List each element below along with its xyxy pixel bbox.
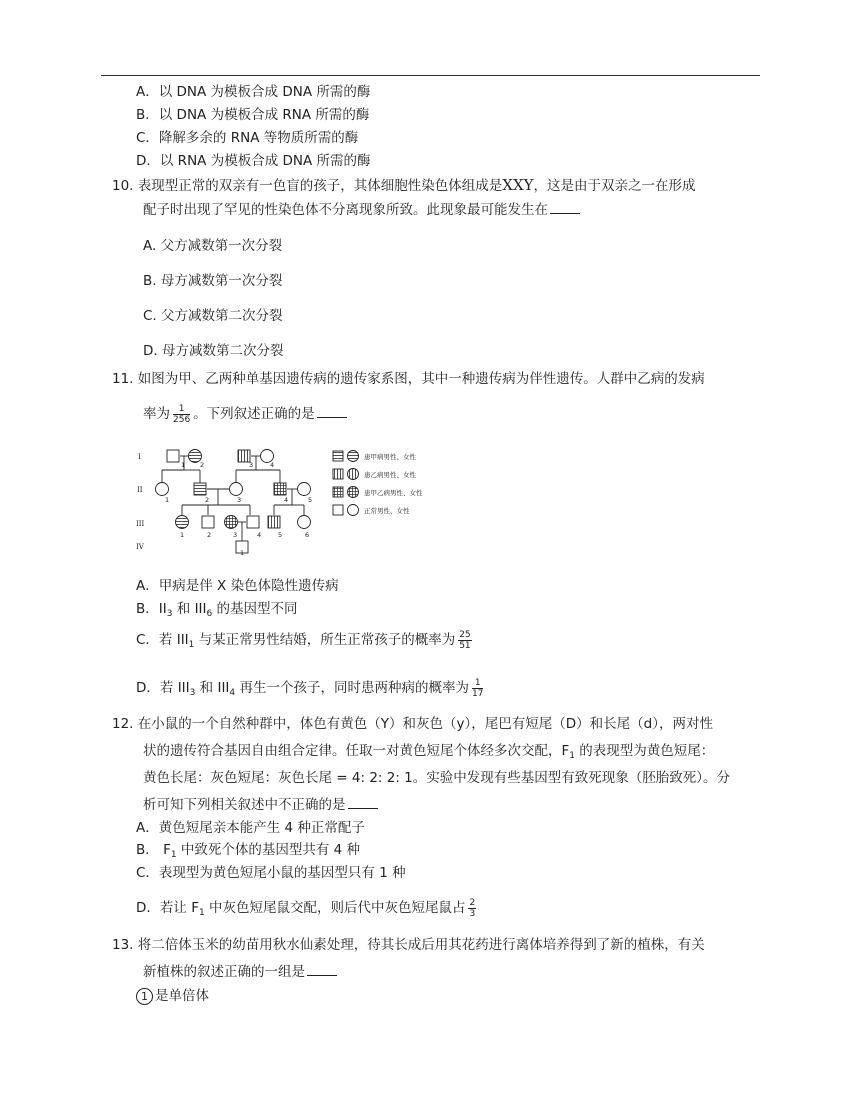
- q9-option-c: C．降解多余的 RNA 等物质所需的酶: [136, 130, 359, 146]
- q12-line1: 12. 在小鼠的一个自然种群中，体色有黄色（Y）和灰色（y），尾巴有短尾（D）和长尾（d），两对性: [112, 716, 713, 732]
- q10-option-a: A. 父方减数第一次分裂: [143, 238, 283, 254]
- q10-option-c: C. 父方减数第二次分裂: [143, 308, 283, 324]
- svg-text:1: 1: [240, 549, 245, 557]
- fraction: $\frac{25}{51}$: [459, 629, 471, 651]
- question-number: 13.: [112, 937, 134, 953]
- q12-option-c: C．表现型为黄色短尾小鼠的基因型只有 1 种: [136, 865, 406, 881]
- q12-line2: 状的遗传符合基因自由组合定律。任取一对黄色短尾个体经多次交配，$F_1$ 的表现型为黄色短尾：: [143, 743, 715, 761]
- svg-text:2: 2: [207, 531, 212, 539]
- gen-label-3: III: [136, 520, 145, 528]
- answer-blank: [317, 403, 347, 418]
- q10-line2: 配子时出现了罕见的性染色体不分离现象所致。此现象最可能发生在: [143, 199, 580, 220]
- q13-item-1: 1 是单倍体: [136, 986, 209, 1006]
- legend-label: 患甲病男性、女性: [364, 453, 416, 461]
- svg-text:3: 3: [237, 496, 242, 504]
- karyotype: XXY: [502, 176, 534, 194]
- svg-text:3: 3: [249, 461, 254, 469]
- svg-text:3: 3: [233, 531, 238, 539]
- answer-blank: [348, 794, 378, 809]
- q12-option-a: A．黄色短尾亲本能产生 4 种正常配子: [136, 820, 365, 836]
- gen-label-4: IV: [136, 543, 144, 551]
- svg-text:6: 6: [305, 531, 310, 539]
- q9-option-b: B．以 DNA 为模板合成 RNA 所需的酶: [136, 107, 370, 123]
- svg-text:2: 2: [200, 461, 205, 469]
- pedigree-diagram: [132, 442, 452, 557]
- q9-option-a: A．以 DNA 为模板合成 DNA 所需的酶: [136, 84, 371, 100]
- answer-blank: [307, 961, 337, 976]
- q10-option-d: D. 母方减数第二次分裂: [143, 343, 284, 359]
- question-number: 12.: [112, 716, 134, 732]
- header-rule: [101, 75, 760, 76]
- q12-line3: 黄色长尾：灰色短尾：灰色长尾 = 4: 2: 2: 1。实验中发现有些基因型有致死现象（胚胎致死）。分: [143, 770, 731, 786]
- q11-option-d: D．若 $III_3$ 和 $III_4$ 再生一个孩子，同时患两种病的概率为 $\frac{1}{17}$: [136, 677, 484, 699]
- svg-text:4: 4: [270, 461, 275, 469]
- q10-line1: 10. 表现型正常的双亲有一色盲的孩子，其体细胞性染色体组成是XXY，这是由于双亲之一在形成: [112, 176, 696, 194]
- svg-text:2: 2: [205, 496, 210, 504]
- q12-option-b: B． $F_1$ 中致死个体的基因型共有 4 种: [136, 842, 361, 860]
- q12-line4: 析可知下列相关叙述中不正确的是: [143, 794, 378, 815]
- svg-text:4: 4: [257, 531, 262, 539]
- svg-text:5: 5: [308, 496, 313, 504]
- question-number: 11.: [112, 371, 134, 387]
- q9-option-d: D．以 RNA 为模板合成 DNA 所需的酶: [136, 153, 371, 169]
- svg-text:5: 5: [278, 531, 283, 539]
- question-number: 10.: [112, 178, 134, 194]
- q11-option-b: B．$II_3$ 和 $III_6$ 的基因型不同: [136, 601, 298, 619]
- svg-text:4: 4: [284, 496, 289, 504]
- q10-option-b: B. 母方减数第一次分裂: [143, 273, 283, 289]
- q13-line2: 新植株的叙述正确的一组是: [143, 961, 337, 982]
- q11-option-a: A．甲病是伴 X 染色体隐性遗传病: [136, 578, 339, 594]
- answer-blank: [550, 199, 580, 214]
- q11-line1: 11. 如图为甲、乙两种单基因遗传病的遗传家系图，其中一种遗传病为伴性遗传。人群中乙病的发病: [112, 371, 705, 387]
- legend-label: 患甲乙病男性、女性: [364, 489, 423, 497]
- q11-line2: 率为 $\frac{1}{256}$ 。下列叙述正确的是: [143, 402, 347, 426]
- svg-text:1: 1: [180, 531, 185, 539]
- q12-option-d: D．若让 $F_1$ 中灰色短尾鼠交配，则后代中灰色短尾鼠占 $\frac{2}{3}$: [136, 897, 476, 919]
- svg-text:1: 1: [181, 461, 186, 469]
- gen-label-2: II: [137, 486, 143, 494]
- fraction: $\frac{1}{256}$: [173, 403, 191, 425]
- legend-label: 正常男性、女性: [364, 507, 410, 515]
- gen-label-1: I: [138, 453, 141, 461]
- svg-text:1: 1: [165, 496, 170, 504]
- q11-option-c: C．若 $III_1$ 与某正常男性结婚，所生正常孩子的概率为 $\frac{25}{51}$: [136, 629, 471, 651]
- fraction: $\frac{1}{17}$: [471, 677, 484, 699]
- pedigree-legend: [333, 451, 423, 516]
- circled-number: 1: [136, 988, 153, 1005]
- legend-label: 患乙病男性、女性: [364, 471, 416, 479]
- fraction: $\frac{2}{3}$: [469, 897, 476, 919]
- q13-line1: 13. 将二倍体玉米的幼苗用秋水仙素处理，待其长成后用其花药进行离体培养得到了新的植株，有关: [112, 937, 705, 953]
